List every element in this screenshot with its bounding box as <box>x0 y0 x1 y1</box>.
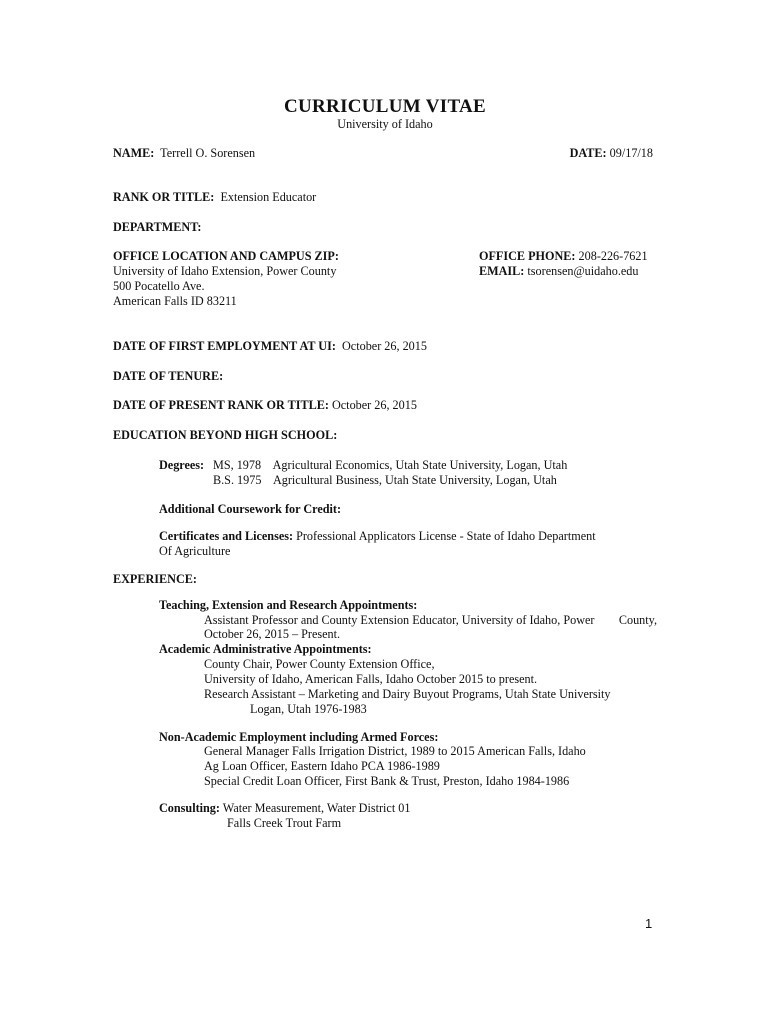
name-field <box>113 146 255 161</box>
present-rank-value: October 26, 2015 <box>331 398 417 412</box>
teaching-line: Assistant Professor and County Extension Educator, University of Idaho, Power <box>204 613 595 627</box>
rank-field <box>113 190 316 205</box>
certificates-continuation: Of Agriculture <box>159 544 231 558</box>
academic-line: University of Idaho, American Falls, Idaho October 2015 to present. <box>204 672 538 686</box>
rank-value: Extension Educator <box>220 190 317 204</box>
first-employment-field <box>113 339 427 354</box>
certificates-value: Professional Applicators License - State of Idaho Department <box>296 529 596 543</box>
certificates-field <box>159 529 596 544</box>
rank-label: RANK OR TITLE: <box>113 190 215 204</box>
degree-detail: Agricultural Economics, Utah State University, Logan, Utah <box>272 458 568 472</box>
document-title: CURRICULUM VITAE <box>283 96 487 117</box>
consulting-label: Consulting: <box>159 801 220 815</box>
name-value: Terrell O. Sorensen <box>160 146 256 160</box>
experience-label: EXPERIENCE: <box>113 572 197 586</box>
email-label: EMAIL: <box>479 264 525 278</box>
nonacademic-label: Non-Academic Employment including Armed Forces: <box>159 730 439 744</box>
office-phone-field <box>479 249 648 264</box>
first-employment-label: DATE OF FIRST EMPLOYMENT AT UI: <box>113 339 336 353</box>
nonacademic-line: Ag Loan Officer, Eastern Idaho PCA 1986-1989 <box>204 759 440 773</box>
first-employment-value: October 26, 2015 <box>342 339 427 353</box>
degree-detail: Agricultural Business, Utah State University, Logan, Utah <box>272 473 557 487</box>
teaching-line-end: County, <box>618 613 657 627</box>
coursework-label: Additional Coursework for Credit: <box>159 502 342 516</box>
certificates-label: Certificates and Licenses: <box>159 529 294 543</box>
tenure-label: DATE OF TENURE: <box>113 369 224 383</box>
consulting-value: Water Measurement, Water District 01 <box>222 801 411 815</box>
nonacademic-line: Special Credit Loan Officer, First Bank & Trust, Preston, Idaho 1984-1986 <box>204 774 570 788</box>
department-label: DEPARTMENT: <box>113 220 202 234</box>
email-value: tsorensen@uidaho.edu <box>527 264 639 278</box>
education-label: EDUCATION BEYOND HIGH SCHOOL: <box>113 428 338 442</box>
email-field <box>479 264 639 279</box>
office-address-line: American Falls ID 83211 <box>113 294 237 308</box>
present-rank-label: DATE OF PRESENT RANK OR TITLE: <box>113 398 329 412</box>
academic-appointments-label: Academic Administrative Appointments: <box>159 642 372 656</box>
office-address-line: 500 Pocatello Ave. <box>113 279 205 293</box>
present-rank-field <box>113 398 417 413</box>
degree-item <box>213 458 567 473</box>
teaching-line: October 26, 2015 – Present. <box>204 627 341 641</box>
degree-name: MS, 1978 <box>213 458 262 472</box>
office-phone-value: 208-226-7621 <box>578 249 648 263</box>
degree-item <box>213 473 557 488</box>
office-phone-label: OFFICE PHONE: <box>479 249 576 263</box>
office-location-label: OFFICE LOCATION AND CAMPUS ZIP: <box>113 249 339 263</box>
office-address-line: University of Idaho Extension, Power County <box>113 264 337 278</box>
consulting-field <box>159 801 410 816</box>
institution-name: University of Idaho <box>337 117 433 131</box>
date-label: DATE: <box>569 146 607 160</box>
degree-name: B.S. 1975 <box>213 473 262 487</box>
nonacademic-line: General Manager Falls Irrigation District, 1989 to 2015 American Falls, Idaho <box>204 744 586 758</box>
academic-line: County Chair, Power County Extension Office, <box>204 657 435 671</box>
teaching-label: Teaching, Extension and Research Appointments: <box>159 598 418 612</box>
page-number: 1 <box>645 916 653 931</box>
academic-line: Research Assistant – Marketing and Dairy Buyout Programs, Utah State University <box>204 687 611 701</box>
date-field <box>570 146 653 161</box>
degrees-label: Degrees: <box>159 458 205 472</box>
name-label: NAME: <box>113 146 155 160</box>
academic-line-indented: Logan, Utah 1976-1983 <box>250 702 367 716</box>
consulting-line: Falls Creek Trout Farm <box>227 816 342 830</box>
date-value: 09/17/18 <box>609 146 653 160</box>
